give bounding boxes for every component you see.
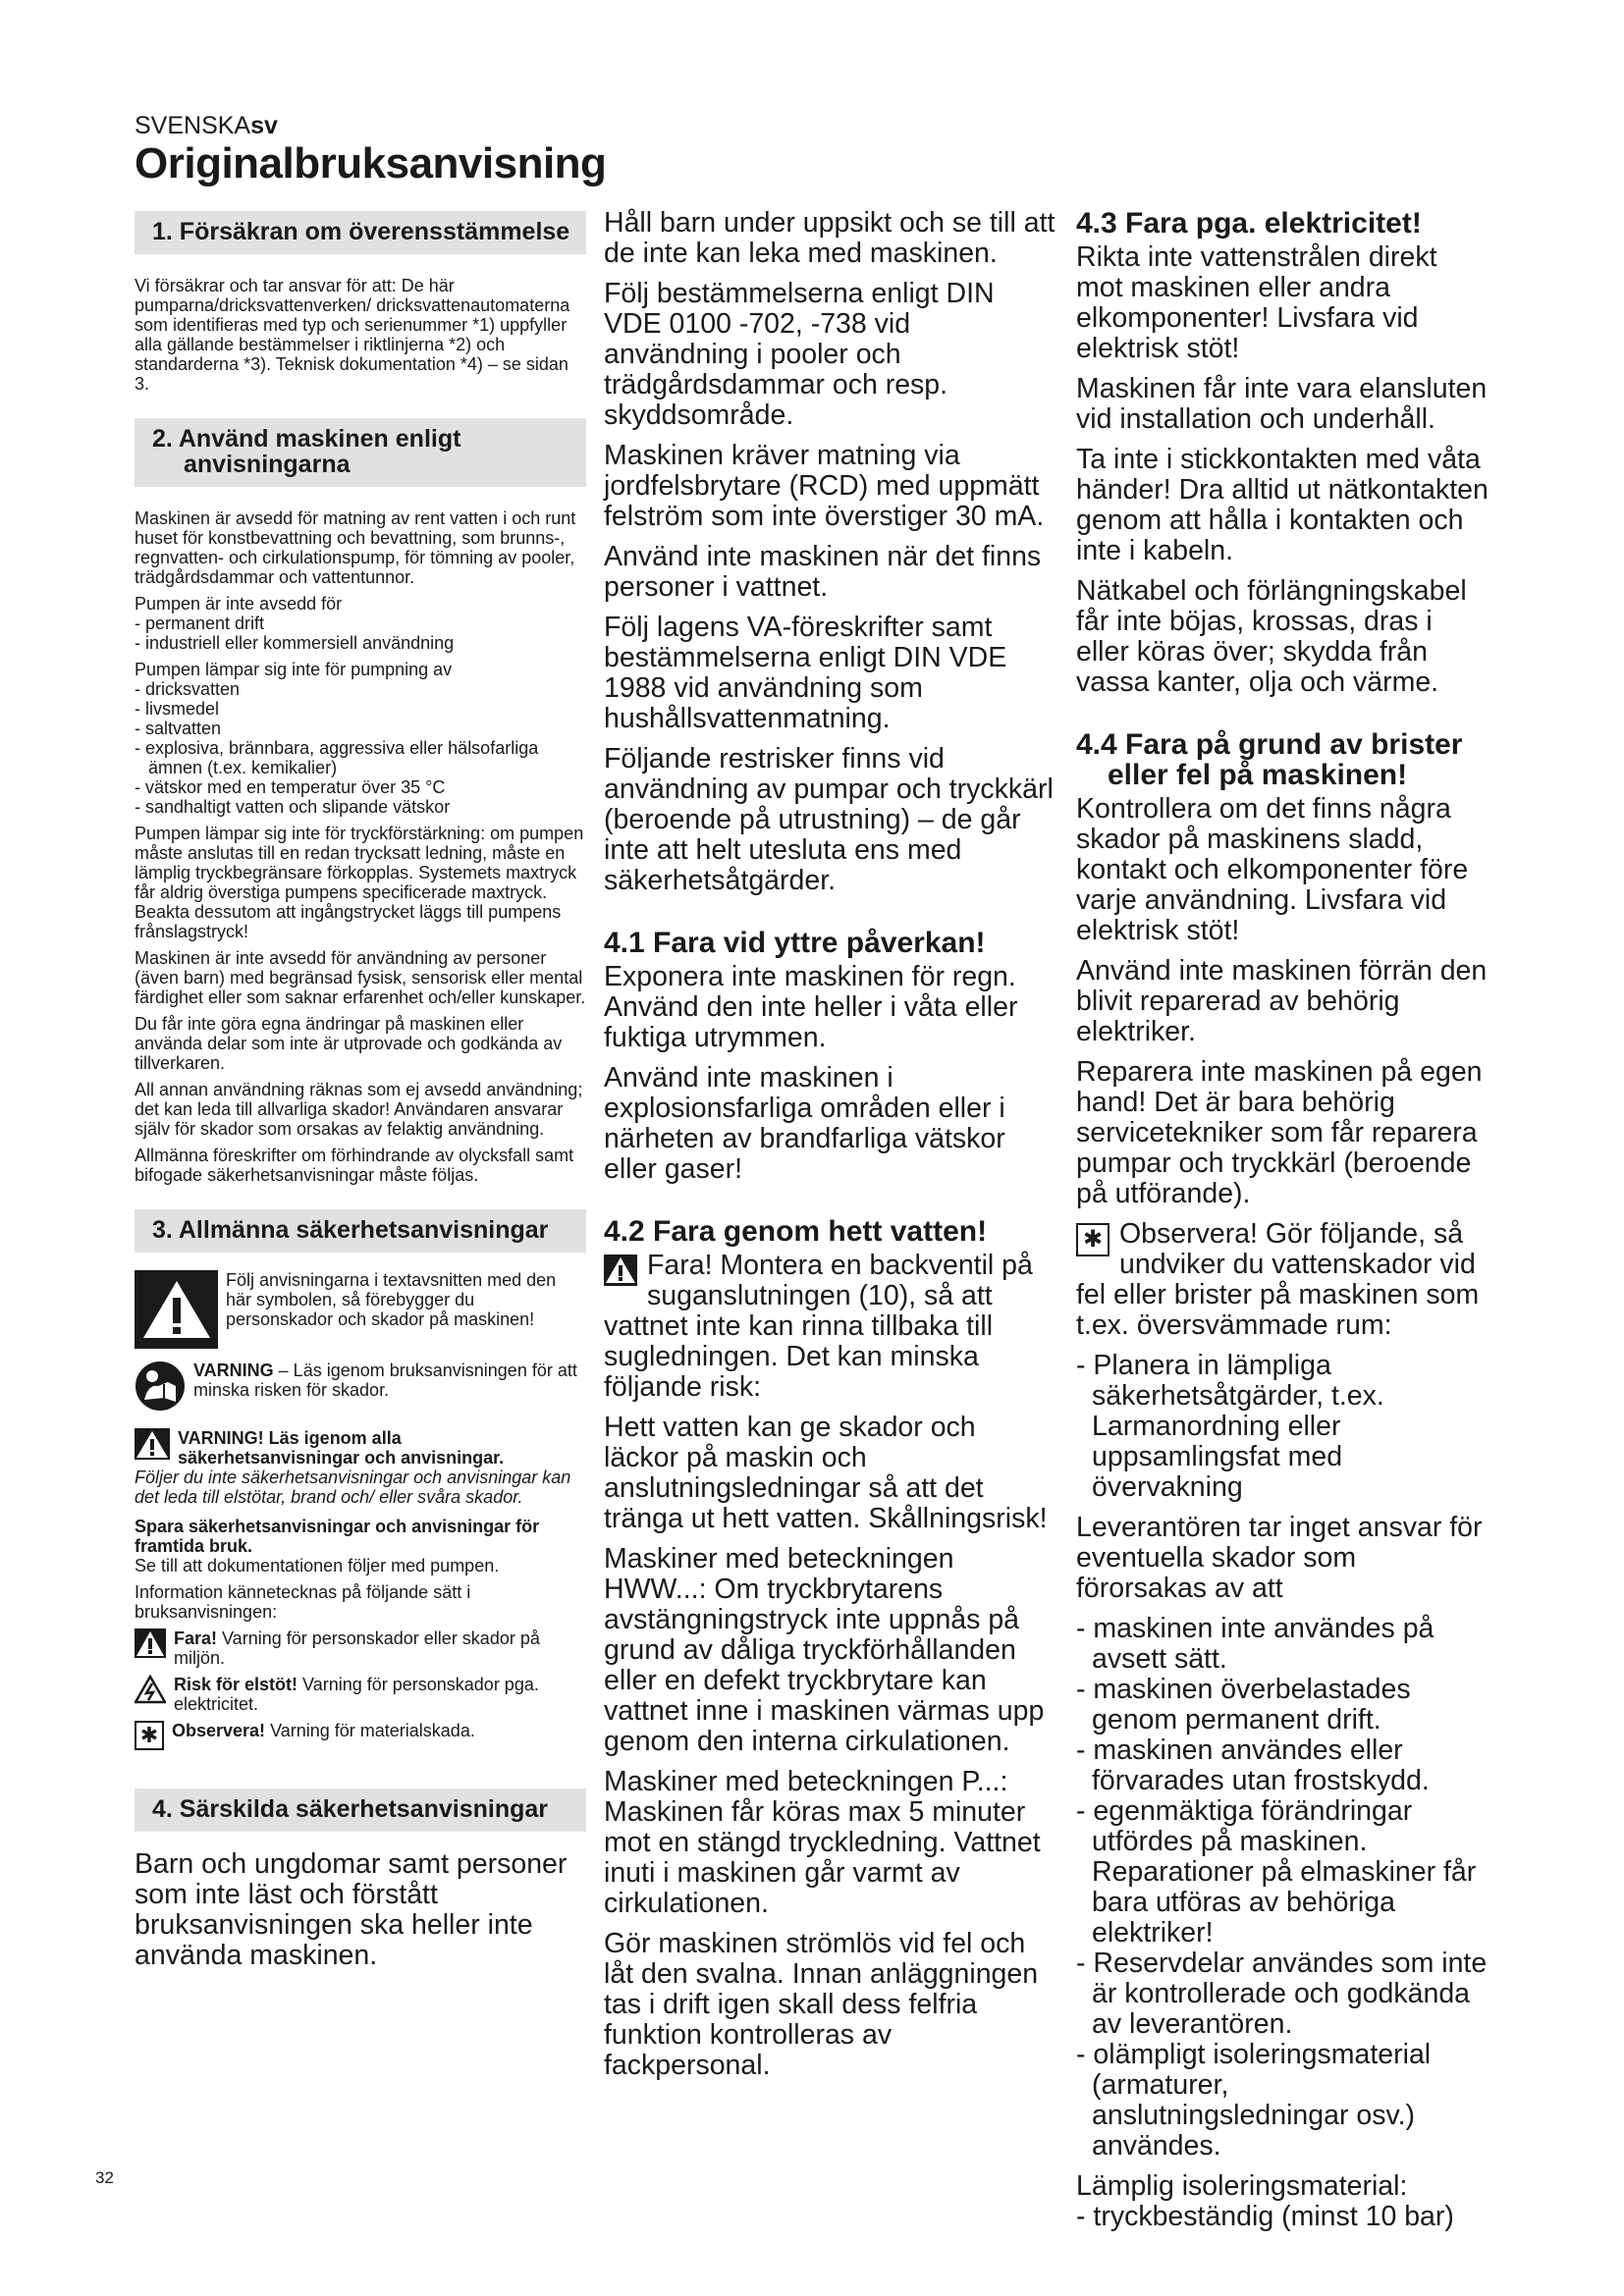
risk-bold: Risk för elstöt! (174, 1675, 298, 1694)
list-item: - tryckbeständig (minst 10 bar) (1076, 2201, 1454, 2232)
warning-symbol-row (135, 1270, 586, 1349)
section-2-p5: Maskinen är inte avsedd för användning av personer (även barn) med begränsad fysisk, sensorisk eller mental färdighet eller som saknar erfarenhet och/eller kunskaper. (135, 948, 586, 1007)
list-item: - Planera in lämpliga säkerhetsåtgärder, t.ex. Larmanordning eller uppsamlingsfat med övervakning (1076, 1350, 1384, 1503)
section-2-heading: 2. Använd maskinen enligt anvisningarna (135, 418, 586, 487)
manual-row (135, 1361, 586, 1416)
liability-list (1076, 1614, 1489, 2162)
read-manual-icon (135, 1361, 186, 1416)
list-item: - vätskor med en temperatur över 35 °C (135, 777, 446, 797)
list-item: - maskinen inte användes på avsett sätt. (1076, 1613, 1435, 1675)
warning-symbol-text: Följ anvisningarna i textavsnitten med den här symbolen, så förebygger du personskador och skador på maskinen! (226, 1270, 557, 1329)
electric-shock-icon (135, 1675, 166, 1709)
section-1-heading: 1. Försäkran om överensstämmelse (135, 211, 586, 254)
section-2-p6: Du får inte göra egna ändringar på maskinen eller använda delar som inte är utprovade och godkända av tillverkaren. (135, 1014, 563, 1073)
manual-rest: – Läs igenom bruksanvisningen för att minska risken för skador. (193, 1361, 577, 1400)
col2-p42d: Maskiner med beteckningen P...: Maskinen får köras max 5 minuter mot en stängd tryckledning. Vattnet inuti i maskinen går varmt av cirkulationen. (604, 1766, 1041, 1919)
observera-rest: Varning för materialskada. (265, 1721, 475, 1740)
save-text: Se till att dokumentationen följer med pumpen. (135, 1556, 500, 1575)
insulation-list (1076, 2202, 1489, 2232)
not-intended-list (135, 614, 586, 653)
fara-row (135, 1629, 586, 1668)
snowflake-icon: ✱ (1076, 1223, 1110, 1256)
list-item: - livsmedel (135, 699, 220, 719)
fara-bold: Fara! (174, 1629, 218, 1648)
col3-p44d (1076, 1219, 1489, 1341)
col2-p4: Använd inte maskinen när det finns personer i vattnet. (604, 541, 1042, 603)
warning-filled-icon (135, 1428, 170, 1465)
col2-p5: Följ lagens VA-föreskrifter samt bestämmelserna enligt DIN VDE 1988 vid användning som hushållsvattenmatning. (604, 612, 1007, 734)
save-bold: Spara säkerhetsanvisningar och anvisningar för framtida bruk. (135, 1517, 540, 1556)
save-instructions (135, 1517, 586, 1556)
list-item: - maskinen överbelastades genom permanent drift. (1076, 1674, 1411, 1735)
unsuitable-list (135, 679, 586, 817)
col3-p44d-text: Observera! Gör följande, så undviker du vattenskador vid fel eller brister på maskinen som t.ex. översvämmade rum: (1076, 1218, 1480, 1341)
section-3-heading: 3. Allmänna säkerhetsanvisningar (135, 1209, 586, 1253)
snowflake-icon: ✱ (135, 1721, 164, 1750)
warning-read-row (135, 1428, 586, 1468)
section-4-heading: 4. Särskilda säkerhetsanvisningar (135, 1789, 586, 1832)
language-label (135, 112, 278, 140)
list-item: - olämpligt isoleringsmaterial (armaturer, anslutningsledningar osv.) användes. (1076, 2039, 1432, 2162)
col3-p44f: Lämplig isoleringsmaterial: (1076, 2170, 1408, 2202)
list-item: - maskinen användes eller förvarades utan frostskydd. (1076, 1735, 1430, 1796)
observera-bold: Observera! (172, 1721, 266, 1740)
section-2-p7: All annan användning räknas som ej avsedd användning; det kan leda till allvarliga skador! Användaren ansvarar själv för skador som orsakas av felaktig användning. (135, 1080, 583, 1139)
fara-rest: Varning för personskador eller skador på miljön. (174, 1629, 540, 1668)
section-2-p4: Pumpen lämpar sig inte för tryckförstärkning: om pumpen måste anslutas till en redan trycksatt ledning, måste en lämplig tryckbegränsare förkopplas. Systemets maxtryck får aldrig överstiga pumpens specificerade maxtryck. Beakta dessutom att ingångstrycket läggs till pumpens frånslagstryck! (135, 824, 584, 941)
list-item: - Reservdelar användes som inte är kontrollerade och godkända av leverantören. (1076, 1948, 1488, 2040)
language-name: SVENSKA (135, 112, 251, 139)
warning-read-bold: VARNING! Läs igenom alla säkerhetsanvisningar och anvisningar. (178, 1428, 505, 1468)
col3-p44c: Reparera inte maskinen på egen hand! Det är bara behörig servicetekniker som får reparera pumpar och tryckkärl (beroende på utförande). (1076, 1056, 1483, 1209)
col2-p1: Håll barn under uppsikt och se till att de inte kan leka med maskinen. (604, 207, 1056, 269)
col3-p44a: Kontrollera om det finns några skador på maskinens sladd, kontakt och elkomponenter före varje användning. Livsfara vid elektrisk stöt! (1076, 793, 1469, 946)
col2-p42c: Maskiner med beteckningen HWW...: Om tryckbrytarens avstängningstryck inte uppnås på grund av dåliga tryckförhållanden eller en defekt tryckbrytare kan vattnet inne i maskinen värmas upp genom den interna cirkulationen. (604, 1543, 1045, 1757)
warning-read-italic-text: Följer du inte säkerhetsanvisningar och anvisningar kan det leda till elstötar, brand och/ eller svåra skador. (135, 1468, 571, 1507)
col2-p42a (604, 1251, 1056, 1403)
risk-row (135, 1675, 586, 1714)
info-text: Information kännetecknas på följande sätt i bruksanvisningen: (135, 1582, 471, 1622)
section-4-p1: Barn och ungdomar samt personer som inte läst och förstått bruksanvisningen ska heller inte använda maskinen. (135, 1848, 568, 1971)
column-3 (1076, 208, 1489, 2242)
col3-p44b: Använd inte maskinen förrän den blivit reparerad av behörig elektriker. (1076, 955, 1488, 1047)
heading-4-3: 4.3 Fara pga. elektricitet! (1076, 207, 1422, 240)
fara-text (174, 1629, 586, 1668)
list-item: - explosiva, brännbara, aggressiva eller hälsofarliga ämnen (t.ex. kemikalier) (135, 738, 539, 777)
col3-p43a: Rikta inte vattenstrålen direkt mot maskinen eller andra elkomponenter! Livsfara vid elektrisk stöt! (1076, 241, 1437, 364)
column-2 (604, 208, 1056, 2091)
language-code: sv (250, 112, 278, 139)
col2-p6: Följande restrisker finns vid användning av pumpar och tryckkärl (beroende på utrustning) – de går inte att helt utesluta ens med säkerhetsåtgärder. (604, 743, 1054, 896)
col2-p2: Följ bestämmelserna enligt DIN VDE 0100 -702, -738 vid användning i pooler och trädgårdsdammar och resp. skyddsområde. (604, 278, 995, 431)
list-item: - saltvatten (135, 719, 222, 738)
list-item: - egenmäktiga förändringar utfördes på maskinen. Reparationer på elmaskiner får bara utföras av behöriga elektriker! (1076, 1795, 1477, 1949)
fara-warning-icon (135, 1629, 166, 1663)
col2-p42e: Gör maskinen strömlös vid fel och låt den svalna. Innan anläggningen tas i drift igen skall dess felfria funktion kontrolleras av fackpersonal. (604, 1928, 1039, 2081)
warning-triangle-icon (135, 1270, 218, 1349)
risk-text (174, 1675, 586, 1714)
risk-rest: Varning för personskador pga. elektricitet. (174, 1675, 539, 1714)
column-1 (135, 211, 586, 1981)
list-item: - sandhaltigt vatten och slipande vätskor (135, 797, 451, 817)
manual-bold: VARNING (193, 1361, 274, 1380)
heading-4-4: 4.4 Fara på grund av brister eller fel på maskinen! (1076, 728, 1463, 791)
col2-p41b: Använd inte maskinen i explosionsfarliga områden eller i närheten av brandfarliga vätskor eller gaser! (604, 1062, 1005, 1185)
list-item: - dricksvatten (135, 679, 241, 699)
section-2-p2: Pumpen är inte avsedd för (135, 594, 343, 614)
col2-p42a-text: Fara! Montera en backventil på suganslutningen (10), så att vattnet inte kan rinna tillbaka till sugledningen. Det kan minska följande risk: (604, 1250, 1033, 1403)
col3-p43d: Nätkabel och förlängningskabel får inte böjas, krossas, dras i eller köras över; skydda från vassa kanter, olja och värme. (1076, 575, 1467, 698)
measures-list (1076, 1351, 1489, 1503)
manual-text (193, 1361, 586, 1400)
list-item: - industriell eller kommersiell användning (135, 633, 455, 653)
page-number: 32 (95, 2168, 114, 2187)
col2-p41a: Exponera inte maskinen för regn. Använd den inte heller i våta eller fuktiga utrymmen. (604, 961, 1018, 1053)
section-1-text: Vi försäkrar och tar ansvar för att: De här pumparna/dricksvattenverken/ dricksvattenautomaterna som identifieras med typ och serienummer *1) uppfyller alla gällande bestämmelser i riktlinjerna *2) och standarderna *3). Teknisk dokumentation *4) – se sidan 3. (135, 276, 570, 394)
col2-p3: Maskinen kräver matning via jordfelsbrytare (RCD) med uppmätt felström som inte överstiger 30 mA. (604, 440, 1045, 532)
section-2-p8: Allmänna föreskrifter om förhindrande av olycksfall samt bifogade säkerhetsanvisningar måste följas. (135, 1146, 574, 1185)
observera-row (135, 1721, 586, 1750)
page-title: Originalbruksanvisning (135, 139, 607, 187)
col3-p43b: Maskinen får inte vara elansluten vid installation och underhåll. (1076, 373, 1488, 435)
observera-text (172, 1721, 475, 1740)
warning-read-italic (135, 1468, 586, 1507)
heading-4-2: 4.2 Fara genom hett vatten! (604, 1215, 988, 1248)
section-2-p1: Maskinen är avsedd för matning av rent vatten i och runt huset för konstbevattning och bevattning, som brunns-, regnvatten- och cirkulationspump, för tömning av pooler, trädgårdsdammar och vattentunnor. (135, 508, 576, 587)
heading-4-1: 4.1 Fara vid yttre påverkan! (604, 927, 986, 959)
col2-p42b: Hett vatten kan ge skador och läckor på maskin och anslutningsledningar så att det tränga ut hett vatten. Skållningsrisk! (604, 1412, 1048, 1534)
col3-p44e: Leverantören tar inget ansvar för eventuella skador som förorsakas av att (1076, 1512, 1483, 1604)
col3-p43c: Ta inte i stickkontakten med våta händer! Dra alltid ut nätkontakten genom att hålla i kontakten och inte i kabeln. (1076, 444, 1489, 566)
fara-warning-icon (604, 1255, 637, 1293)
list-item: - permanent drift (135, 614, 265, 633)
section-2-p3: Pumpen lämpar sig inte för pumpning av (135, 660, 453, 679)
